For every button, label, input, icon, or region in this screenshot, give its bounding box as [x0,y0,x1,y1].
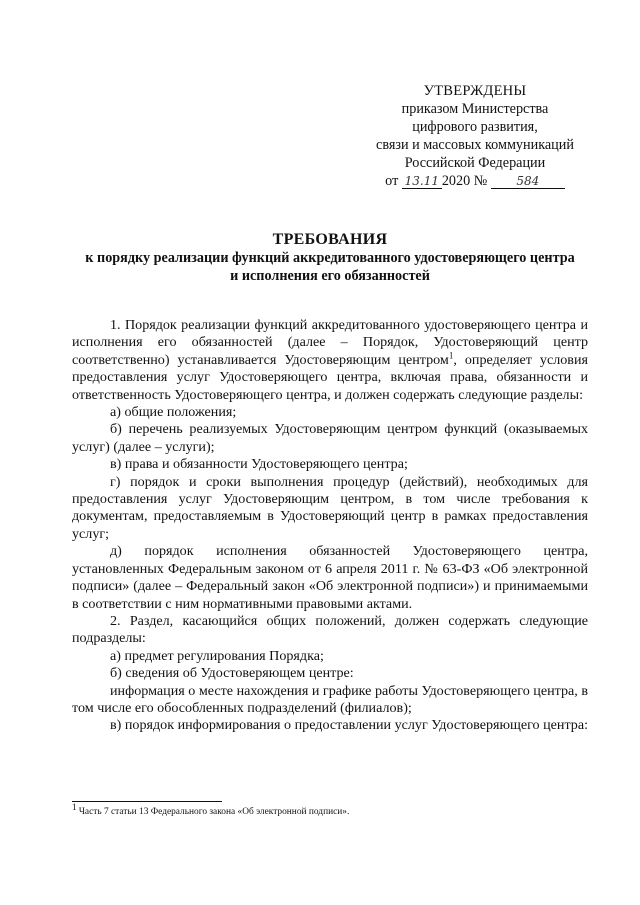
footnote-ref: 1 [448,350,454,361]
title-sub-line-2: и исполнения его обязанностей [230,267,430,284]
approval-line-2: цифрового развития, [412,119,538,135]
approval-line-3: связи и массовых коммуникаций [376,137,574,153]
item-a: а) общие положения; [110,404,237,421]
paragraph-2-item-b: б) сведения об Удостоверяющем центре: [110,665,354,682]
paragraph-1 [72,317,588,404]
document-body [72,317,588,735]
year-text: 2020 № [441,173,488,189]
paragraph-1-part-a: 1. Порядок реализации функций аккредитованного удостоверяющего центра и исполнения его обязанностей (далее – Порядок, Удостоверяющий центр соответственно) устанавливается Удостоверяющим центром [72,317,588,368]
approval-stamp-block [360,82,590,190]
info-line: информация о месте нахождения и графике работы Удостоверяющего центра, в том числе его обособленных подразделений (филиалов); [72,682,588,716]
paragraph-2-item-a: а) предмет регулирования Порядка; [110,647,324,664]
date-prefix: от [385,173,399,189]
item-g: г) порядок и сроки выполнения процедур (действий), необходимых для предоставления услуг Удостоверяющим центром, в том числе требования к документам, предоставляемым в Удостоверяющий центр в рамках предоставления услуг; [72,473,588,542]
item-d: д) порядок исполнения обязанностей Удостоверяющего центра, установленных Федеральным законом от 6 апреля 2011 г. № 63-ФЗ «Об электронной подписи» (далее – Федеральный закон «Об электронной подписи») и принимаемыми в соответствии с ним нормативными правовыми актами. [72,543,588,612]
paragraph-2: 2. Раздел, касающийся общих положений, должен содержать следующие подразделы: [72,612,588,647]
approval-line-1: приказом Министерства [401,101,549,117]
approval-line-4: Российской Федерации [404,155,546,171]
paragraph-1-part-b: , определяет условия предоставления услуг Удостоверяющего центра, включая права, обязанности и ответственность Удостоверяющего центра, и должен содержать следующие разделы: [72,351,588,403]
footnote [72,801,588,818]
document-title [60,230,600,285]
paragraph-2-item-v: в) порядок информирования о предоставлении услуг Удостоверяющего центра: [110,717,589,734]
handwritten-date: 13.11 [402,175,442,189]
approval-date-line [360,172,590,190]
item-v: в) права и обязанности Удостоверяющего центра; [110,456,408,473]
footnote-text: Часть 7 статьи 13 Федерального закона «Об электронной подписи». [78,807,350,817]
footnote-mark: 1 [72,801,77,812]
item-b: б) перечень реализуемых Удостоверяющим центром функций (оказываемых услуг) (далее – услуги); [72,421,588,455]
footnote-divider [72,801,222,802]
handwritten-number: 584 [491,175,565,189]
approval-heading: УТВЕРЖДЕНЫ [423,83,527,99]
title-sub-line-1: к порядку реализации функций аккредитованного удостоверяющего центра [85,250,575,266]
title-main: ТРЕБОВАНИЯ [272,231,388,248]
